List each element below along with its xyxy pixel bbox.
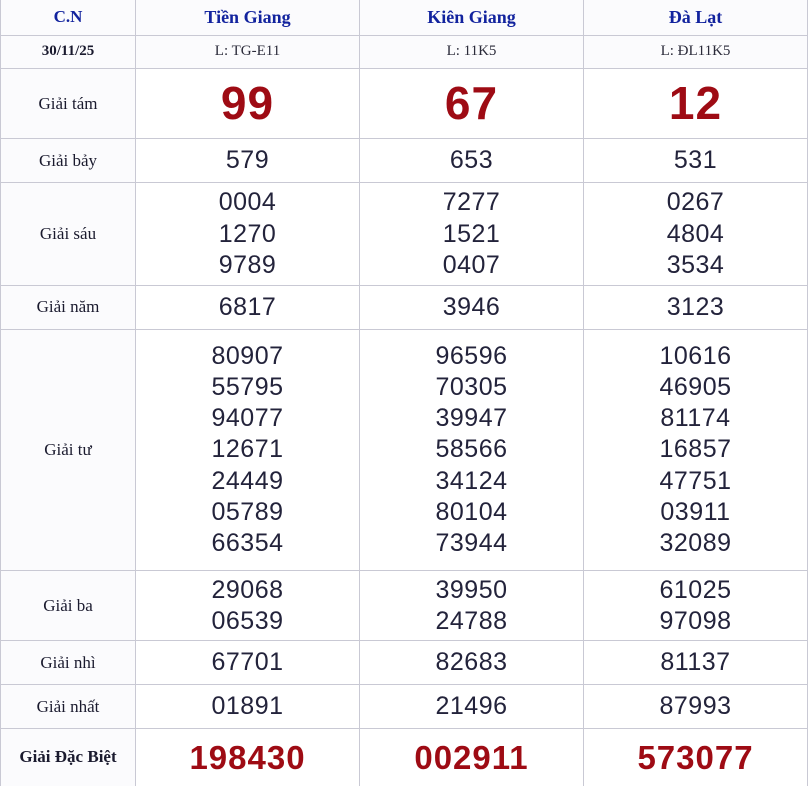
prize-values-col3 (584, 69, 808, 139)
prize-values-col3 (584, 286, 808, 330)
prize-number: 0004 (218, 188, 277, 217)
table-row (1, 685, 808, 729)
ticket-code-2: L: 11K5 (360, 35, 584, 69)
table-row (1, 286, 808, 330)
prize-number: 34124 (435, 466, 508, 495)
prize-number: 06539 (211, 606, 284, 635)
prize-values-col1 (136, 685, 360, 729)
prize-number: 39947 (435, 404, 508, 433)
prize-values-col3 (584, 641, 808, 685)
header-cn-label: C.N (1, 0, 136, 35)
table-row (1, 183, 808, 286)
prize-number: 80104 (435, 497, 508, 526)
prize-values-col1 (136, 329, 360, 570)
prize-number: 3946 (442, 292, 501, 321)
prize-label: Giải bảy (1, 139, 136, 183)
prize-number: 39950 (435, 575, 508, 604)
ticket-code-3: L: ĐL11K5 (584, 35, 808, 69)
prize-values-col1 (136, 183, 360, 286)
table-row (1, 571, 808, 641)
prize-number: 80907 (211, 341, 284, 370)
prize-number: 16857 (659, 435, 732, 464)
prize-values-col1 (136, 728, 360, 786)
prize-number: 3123 (666, 292, 725, 321)
prize-number: 99 (220, 77, 275, 130)
prize-label: Giải Đặc Biệt (1, 728, 136, 786)
table-row (1, 69, 808, 139)
table-row (1, 329, 808, 570)
prize-number: 94077 (211, 404, 284, 433)
prize-number: 01891 (211, 691, 284, 720)
prize-number: 9789 (218, 250, 277, 279)
prize-label: Giải năm (1, 286, 136, 330)
prize-values-col2 (360, 571, 584, 641)
prize-number: 05789 (211, 497, 284, 526)
prize-values-col1 (136, 286, 360, 330)
prize-values-col2 (360, 139, 584, 183)
date-code-row (1, 35, 808, 69)
prize-values-col3 (584, 728, 808, 786)
prize-label: Giải nhất (1, 685, 136, 729)
prize-number: 12 (668, 77, 723, 130)
prize-number: 7277 (442, 188, 501, 217)
prize-number: 67701 (211, 648, 284, 677)
prize-number: 6817 (218, 292, 277, 321)
prize-values-col1 (136, 139, 360, 183)
prize-number: 1521 (442, 219, 501, 248)
prize-number: 81174 (660, 404, 731, 433)
prize-values-col3 (584, 329, 808, 570)
prize-number: 573077 (637, 738, 754, 776)
prize-values-col2 (360, 286, 584, 330)
ticket-code-1: L: TG-E11 (136, 35, 360, 69)
prize-values-col2 (360, 685, 584, 729)
prize-values-col3 (584, 139, 808, 183)
prize-number: 21496 (435, 691, 508, 720)
prize-number: 002911 (414, 738, 529, 776)
prize-number: 73944 (435, 529, 508, 558)
prize-values-col2 (360, 641, 584, 685)
prize-values-col1 (136, 571, 360, 641)
prize-label: Giải ba (1, 571, 136, 641)
prize-number: 46905 (659, 372, 732, 401)
header-province-3: Đà Lạt (584, 0, 808, 35)
prize-number: 10616 (659, 341, 732, 370)
prize-values-col2 (360, 329, 584, 570)
prize-values-col2 (360, 728, 584, 786)
prize-number: 55795 (211, 372, 284, 401)
prize-number: 24788 (435, 606, 508, 635)
prize-number: 653 (449, 146, 494, 175)
prize-number: 1270 (218, 219, 277, 248)
draw-date: 30/11/25 (1, 35, 136, 69)
prize-label: Giải nhì (1, 641, 136, 685)
table-row (1, 641, 808, 685)
prize-label: Giải sáu (1, 183, 136, 286)
table-row (1, 139, 808, 183)
prize-number: 82683 (435, 648, 508, 677)
prize-number: 97098 (659, 606, 732, 635)
prize-number: 32089 (659, 529, 732, 558)
prize-number: 66354 (211, 529, 284, 558)
prize-number: 70305 (435, 372, 508, 401)
header-province-2: Kiên Giang (360, 0, 584, 35)
prize-label: Giải tám (1, 69, 136, 139)
prize-label: Giải tư (1, 329, 136, 570)
prize-number: 198430 (189, 738, 306, 776)
prize-number: 87993 (659, 691, 732, 720)
prize-number: 58566 (435, 435, 508, 464)
prize-values-col2 (360, 183, 584, 286)
prize-number: 81137 (660, 648, 731, 677)
prize-number: 47751 (659, 466, 732, 495)
table-row (1, 728, 808, 786)
table-header-row (1, 0, 808, 35)
prize-number: 579 (225, 146, 270, 175)
prize-number: 12671 (211, 435, 284, 464)
prize-number: 24449 (211, 466, 284, 495)
prize-values-col3 (584, 183, 808, 286)
prize-number: 96596 (435, 341, 508, 370)
prize-number: 0267 (666, 188, 725, 217)
prize-number: 4804 (666, 219, 725, 248)
prize-values-col1 (136, 641, 360, 685)
prize-values-col3 (584, 685, 808, 729)
prize-values-col3 (584, 571, 808, 641)
prize-number: 3534 (666, 250, 725, 279)
prize-number: 03911 (660, 497, 731, 526)
prize-number: 29068 (211, 575, 284, 604)
prize-values-col2 (360, 69, 584, 139)
prize-values-col1 (136, 69, 360, 139)
prize-number: 61025 (659, 575, 732, 604)
prize-number: 67 (444, 77, 499, 130)
prize-number: 0407 (442, 250, 501, 279)
prize-number: 531 (673, 146, 718, 175)
header-province-1: Tiền Giang (136, 0, 360, 35)
